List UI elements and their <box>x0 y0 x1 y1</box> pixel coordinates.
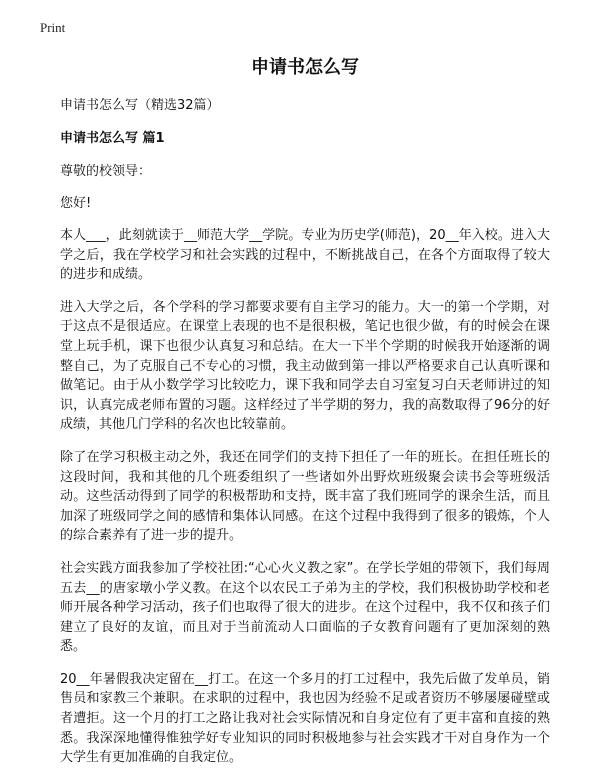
body-paragraph-1: 本人___，此刻就读于__师范大学__学院。专业为历史学(师范)，20__年入校。进入大学之后，我在学校学习和社会实践的过程中，不断挑战自己，在各个方面取得了较大的进步和成绩。 <box>60 228 550 283</box>
print-link[interactable]: Print <box>40 20 66 35</box>
body-paragraph-3: 除了在学习积极主动之外，我还在同学们的支持下担任了一年的班长。在担任班长的这段时间，我和其他的几个班委组织了一些诸如外出野炊班级聚会读书会等班级活动。这些活动得到了同学的积极帮助和支持，既丰富了我们班同学的课余生活，而且加深了班级同学之间的感情和集体认同感。在这个过程中我得到了很多的锻炼，个人的综合素养有了进一步的提升。 <box>60 449 550 544</box>
page-title: 申请书怎么写 <box>251 57 359 78</box>
body-paragraph-4: 社会实践方面我参加了学校社团:“心心火义教之家”。在学长学姐的带领下，我们每周五去__的唐家墩小学义教。在这个以农民工子弟为主的学校，我们积极协助学校和老师开展各种学习活动，孩子们也取得了很大的进步。在这个过程中，我不仅和孩子们建立了良好的友谊，而且对于当前流动人口面临的子女教育问题有了更加深刻的熟悉。 <box>60 560 550 655</box>
body-paragraph-5: 20__年暑假我决定留在__打工。在这一个多月的打工过程中，我先后做了发单员，销售员和家教三个兼职。在求职的过程中，我也因为经验不足或者资历不够屡屡碰壁或者遭拒。这一个月的打工之路让我对社会实际情况和自身定位有了更丰富和直接的熟悉。我深深地懂得惟独学好专业知识的同时积极地参与社会实践才干对自身作为一个大学生有更加准确的自我定位。 <box>60 671 550 766</box>
section-heading: 申请书怎么写 篇1 <box>60 131 165 146</box>
greeting: 您好! <box>60 196 92 211</box>
salutation: 尊敬的校领导： <box>60 164 152 179</box>
document-page <box>60 50 550 781</box>
body-paragraph-2: 进入大学之后，各个学科的学习都要求要有自主学习的能力。大一的第一个学期，对于这点不是很适应。在课堂上表现的也不是很积极，笔记也很少做，有的时候会在课堂上玩手机，课下也很少认真复习和总结。在大一下半个学期的时候我开始逐渐的调整自己，为了克服自己不专心的习惯，我主动做到第一排以严格要求自己认真听课和做笔记。由于从小数学学习比较吃力，课下我和同学去自习室复习白天老师讲过的知识，认真完成老师布置的习题。这样经过了半学期的努力，我的高数取得了96分的好成绩，其他几门学科的名次也比较靠前。 <box>60 299 550 433</box>
document-subtitle: 申请书怎么写（精选32篇） <box>60 98 220 113</box>
